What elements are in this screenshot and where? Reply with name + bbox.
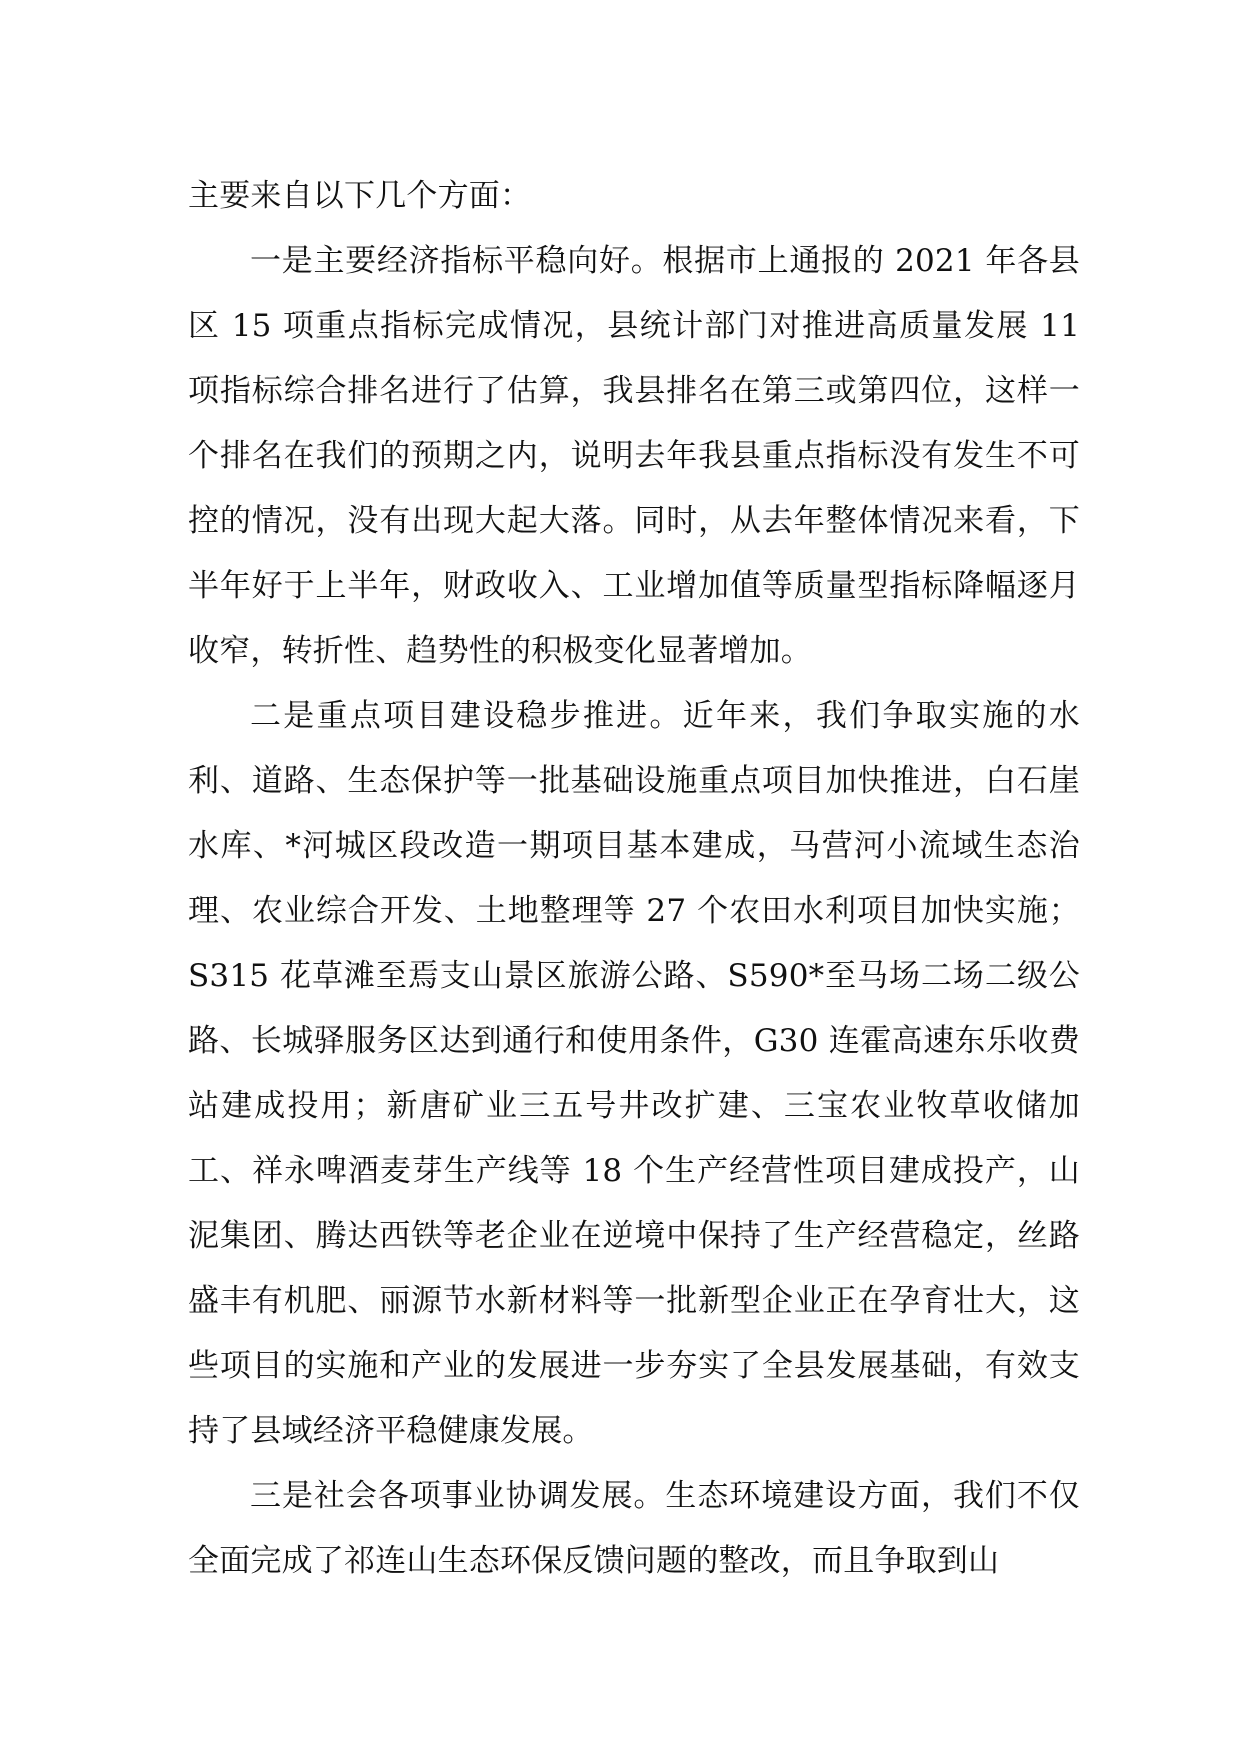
document-body xyxy=(188,164,1080,1594)
intro-paragraph: 主要来自以下几个方面： xyxy=(188,178,532,214)
paragraph-social-development: 三是社会各项事业协调发展。生态环境建设方面，我们不仅全面完成了祁连山生态环保反馈问题的整改，而且争取到山 xyxy=(188,1478,1080,1579)
paragraph-economic-indicators: 一是主要经济指标平稳向好。根据市上通报的 2021 年各县区 15 项重点指标完成情况，县统计部门对推进高质量发展 11 项指标综合排名进行了估算，我县排名在第三或第四位，这样一个排名在我们的预期之内，说明去年我县重点指标没有发生不可控的情况，没有出现大起大落。同时，从去年整体情况来看，下半年好于上半年，财政收入、工业增加值等质量型指标降幅逐月收窄，转折性、趋势性的积极变化显著增加。 xyxy=(188,243,1080,669)
paragraph-key-projects: 二是重点项目建设稳步推进。近年来，我们争取实施的水利、道路、生态保护等一批基础设施重点项目加快推进，白石崖水库、*河城区段改造一期项目基本建成，马营河小流域生态治理、农业综合开发、土地整理等 27 个农田水利项目加快实施；S315 花草滩至焉支山景区旅游公路、S590*至马场二场二级公路、长城驿服务区达到通行和使用条件，G30 连霍高速东乐收费站建成投用；新唐矿业三五号井改扩建、三宝农业牧草收储加工、祥永啤酒麦芽生产线等 18 个生产经营性项目建成投产，山泥集团、腾达西铁等老企业在逆境中保持了生产经营稳定，丝路盛丰有机肥、丽源节水新材料等一批新型企业正在孕育壮大，这些项目的实施和产业的发展进一步夯实了全县发展基础，有效支持了县域经济平稳健康发展。 xyxy=(188,698,1080,1449)
